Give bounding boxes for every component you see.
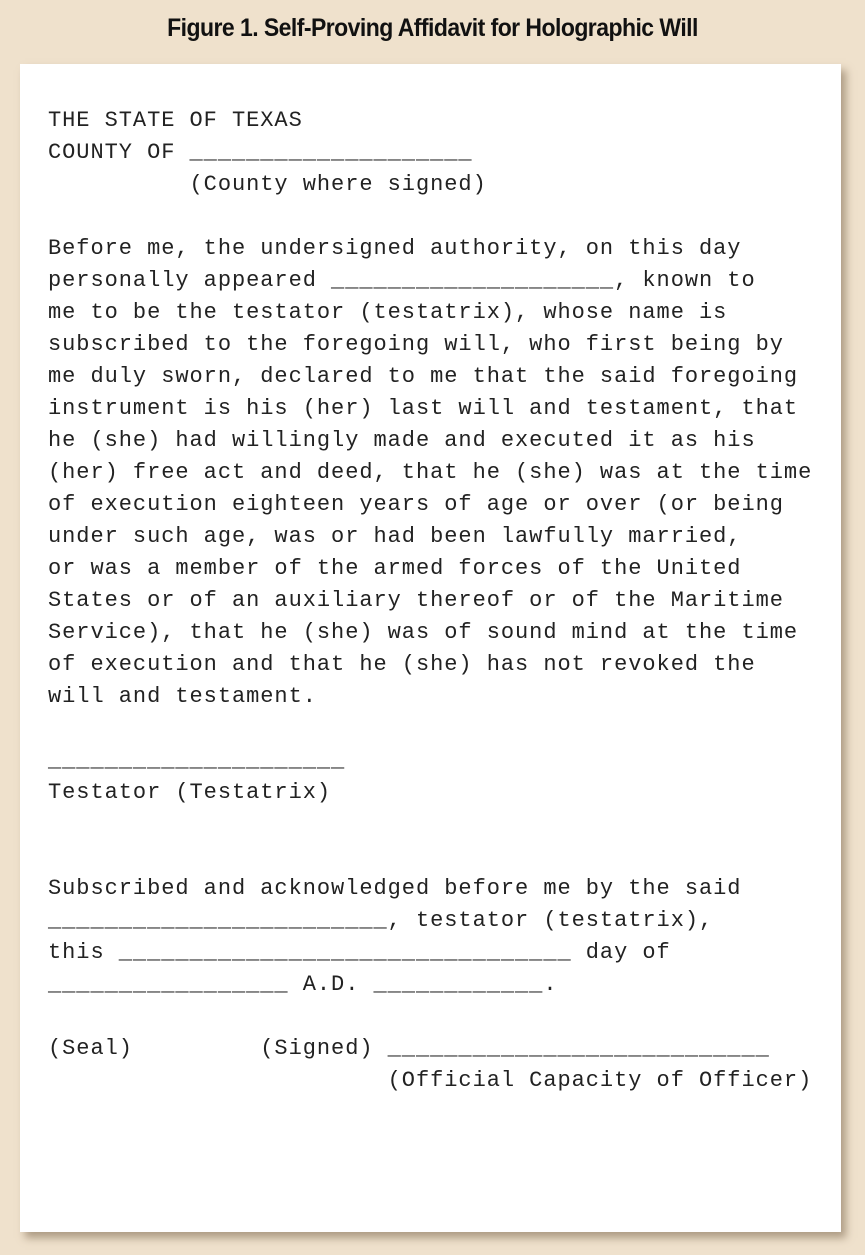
form-line: COUNTY OF ____________________ <box>48 140 473 165</box>
form-line: this ________________________________ day of <box>48 940 671 965</box>
blank-line <box>48 809 812 841</box>
form-line: of execution eighteen years of age or over (or being <box>48 492 784 517</box>
form-line: instrument is his (her) last will and testament, that <box>48 396 799 421</box>
blank-line <box>48 713 812 745</box>
blank-line <box>48 841 812 873</box>
form-line: me duly sworn, declared to me that the said foregoing <box>48 364 799 389</box>
form-line: personally appeared ____________________, known to <box>48 268 756 293</box>
blank-line <box>48 201 812 233</box>
form-line: will and testament. <box>48 684 317 709</box>
affidavit-form <box>20 64 841 1232</box>
blank-line <box>48 1001 812 1033</box>
form-line: (Official Capacity of Officer) <box>48 1068 813 1093</box>
form-line: Before me, the undersigned authority, on this day <box>48 236 742 261</box>
form-line: (her) free act and deed, that he (she) was at the time <box>48 460 813 485</box>
affidavit-text <box>48 105 812 1097</box>
form-line: Service), that he (she) was of sound mind at the time <box>48 620 799 645</box>
form-line: _____________________ <box>48 748 346 773</box>
form-line: Subscribed and acknowledged before me by the said <box>48 876 742 901</box>
figure-title: Figure 1. Self-Proving Affidavit for Holographic Will <box>167 14 698 42</box>
form-line: (County where signed) <box>48 172 487 197</box>
form-line: States or of an auxiliary thereof or of the Maritime <box>48 588 784 613</box>
form-line: he (she) had willingly made and executed it as his <box>48 428 756 453</box>
form-line: ________________________, testator (testatrix), <box>48 908 714 933</box>
form-line: Testator (Testatrix) <box>48 780 332 805</box>
form-line: or was a member of the armed forces of the United <box>48 556 742 581</box>
form-line: THE STATE OF TEXAS <box>48 108 303 133</box>
form-line: under such age, was or had been lawfully married, <box>48 524 742 549</box>
form-line: _________________ A.D. ____________. <box>48 972 558 997</box>
form-line: of execution and that he (she) has not revoked the <box>48 652 756 677</box>
form-line: subscribed to the foregoing will, who first being by <box>48 332 784 357</box>
form-line: (Seal) (Signed) ___________________________ <box>48 1036 770 1061</box>
form-line: me to be the testator (testatrix), whose name is <box>48 300 728 325</box>
